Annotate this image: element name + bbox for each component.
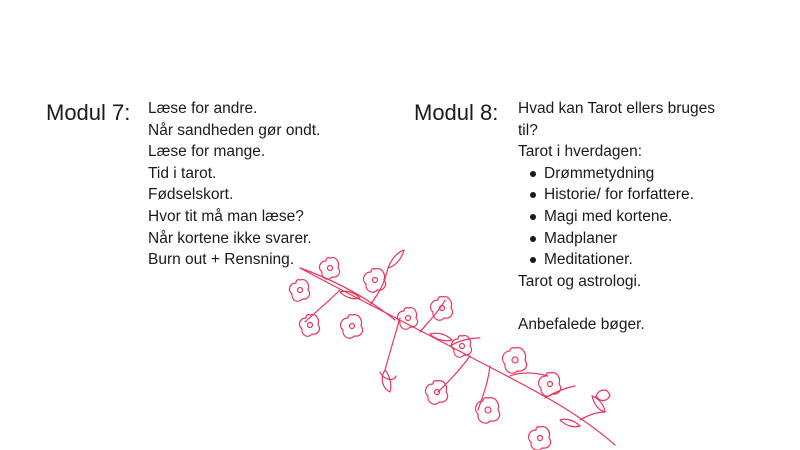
module-8-intro: Tarot i hverdagen: [518,143,643,161]
module-7-item: Læse for andre. [148,100,258,117]
module-7-item: Når sandheden gør ondt. [148,121,321,139]
module-8-title: Modul 8: [414,100,499,125]
bullet-item: Magi med kortene. [518,206,715,228]
module-7-item: Når kortene ikke svarer. [148,229,312,247]
bullet-item: Historie/ for forfattere. [518,184,715,206]
module-7-item: Tid i tarot. [148,164,217,182]
module-7-item: Hvor tit må man læse? [148,207,304,225]
spacer [518,292,715,314]
module-7-title: Modul 7: [46,100,131,125]
module-8-list [518,98,715,336]
module-8-bullet-list [518,163,715,271]
module-8-intro: til? [518,121,538,139]
module-8-intro: Hvad kan Tarot ellers bruges [518,100,716,117]
module-7-item: Læse for mange. [148,143,266,161]
module-7-item: Burn out + Rensning. [148,251,295,269]
module-7-list [148,98,320,271]
bullet-item: Madplaner [518,228,715,250]
bullet-item: Meditationer. [518,249,715,271]
bullet-item: Drømmetydning [518,163,715,185]
module-8-footer: Anbefalede bøger. [518,315,645,333]
module-8-item: Tarot og astrologi. [518,272,642,290]
module-7-item: Fødselskort. [148,186,234,204]
